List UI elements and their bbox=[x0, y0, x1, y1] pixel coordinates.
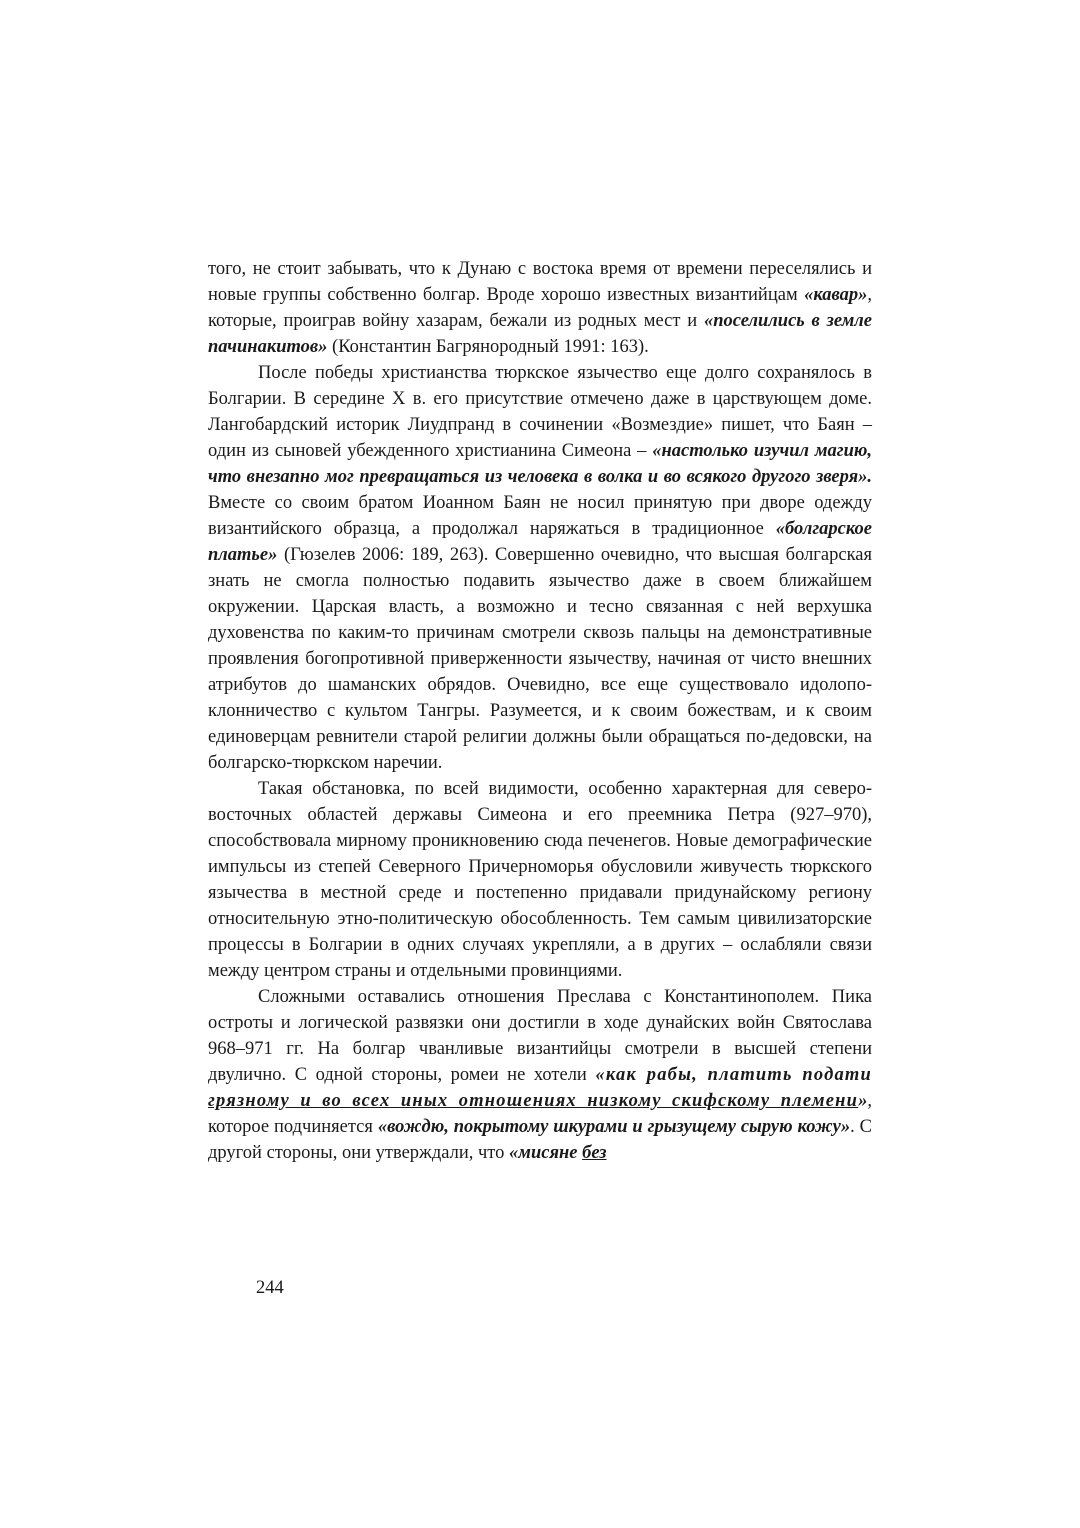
text-run: Такая обстановка, по всей видимости, особенно характерная для северо-восточных областей державы Симеона и его преемника Петра (927–970), способствовала мирному проникновению сюда печенегов. Новые демографические импульсы из степей Северного Причерноморья обусловили живучесть тюркского язычества в местной среде и постепенно придавали придунайскому региону относительную этно-политическую обособленность. Тем самым цивилизаторские процессы в Болгарии в одних случаях укрепляли, а в других – ослабляли связи между центром страны и отдельными провинциями. bbox=[208, 779, 872, 981]
quote-run: «кавар» bbox=[804, 285, 868, 305]
text-run: (Константин Багрянородный 1991: 163). bbox=[327, 337, 649, 357]
paragraph-2 bbox=[208, 360, 872, 776]
underlined-quote-run: без bbox=[582, 1143, 607, 1163]
text-run: Вместе со своим братом Иоанном Баян не носил принятую при дворе одежду византийского образца, а продолжал наряжаться в традиционное bbox=[208, 493, 872, 539]
text-run: , которые, проиграв войну хазарам, бежали из родных мест и bbox=[208, 285, 872, 331]
quote-run: » bbox=[858, 1091, 868, 1111]
paragraph-1 bbox=[208, 256, 872, 360]
underlined-quote-run: грязному и во всех иных отношениях низкому скифскому племени bbox=[208, 1091, 859, 1111]
text-run: , которое подчиняется bbox=[208, 1091, 872, 1137]
quote-run: «настолько изучил магию, что внезапно мог превращаться из человека в волка и во всякого другого зверя». bbox=[208, 441, 872, 487]
text-run: . С другой стороны, они утверждали, что bbox=[208, 1117, 872, 1163]
text-run: (Гюзелев 2006: 189, 263). Совершенно очевидно, что высшая болгарская знать не смогла полностью подавить язычество даже в своем ближайшем окружении. Царская власть, а возможно и тесно связанная с ней верхушка духовенства по каким-то причинам смотрели сквозь пальцы на демонстративные проявления богопротивной приверженности язычеству, начиная от чисто внешних атрибутов до шаманских обрядов. Очевидно, все еще существовало идолопоклонничество с культом Тангры. Разумеется, и к своим божествам, и к своим единоверцам ревнители старой религии должны были обращаться по-дедовски, на болгарско-тюркском наречии. bbox=[208, 545, 872, 773]
page-number: 244 bbox=[256, 1278, 284, 1298]
quote-run: «мисяне bbox=[509, 1143, 583, 1163]
quote-run: «вождю, покрытому шкурами и грызущему сырую кожу» bbox=[377, 1117, 851, 1137]
quote-run: «как рабы, платить подати bbox=[595, 1065, 872, 1085]
quote-run: «болгарское платье» bbox=[208, 519, 872, 565]
text-run: Сложными оставались отношения Преслава с Константинополем. Пика остроты и логической развязки они достигли в ходе дунайских войн Святослава 968–971 гг. На болгар чванливые византийцы смотрели в высшей степени двулично. С одной стороны, ромеи не хотели bbox=[208, 987, 872, 1085]
quote-run: «поселились в земле пачинакитов» bbox=[208, 311, 872, 357]
body-text bbox=[208, 256, 872, 1166]
text-run: того, не стоит забывать, что к Дунаю с востока время от времени переселялись и новые группы собственно болгар. Вроде хорошо известных византийцам bbox=[208, 259, 872, 305]
paragraph-4 bbox=[208, 984, 872, 1166]
paragraph-3 bbox=[208, 776, 872, 984]
text-run: После победы христианства тюркское язычество еще долго сохранялось в Болгарии. В середине X в. его присутствие отмечено даже в царствующем доме. Лангобардский историк Лиудпранд в сочинении «Возмездие» пишет, что Баян – один из сыновей убежденного христианина Симеона – bbox=[208, 363, 872, 461]
